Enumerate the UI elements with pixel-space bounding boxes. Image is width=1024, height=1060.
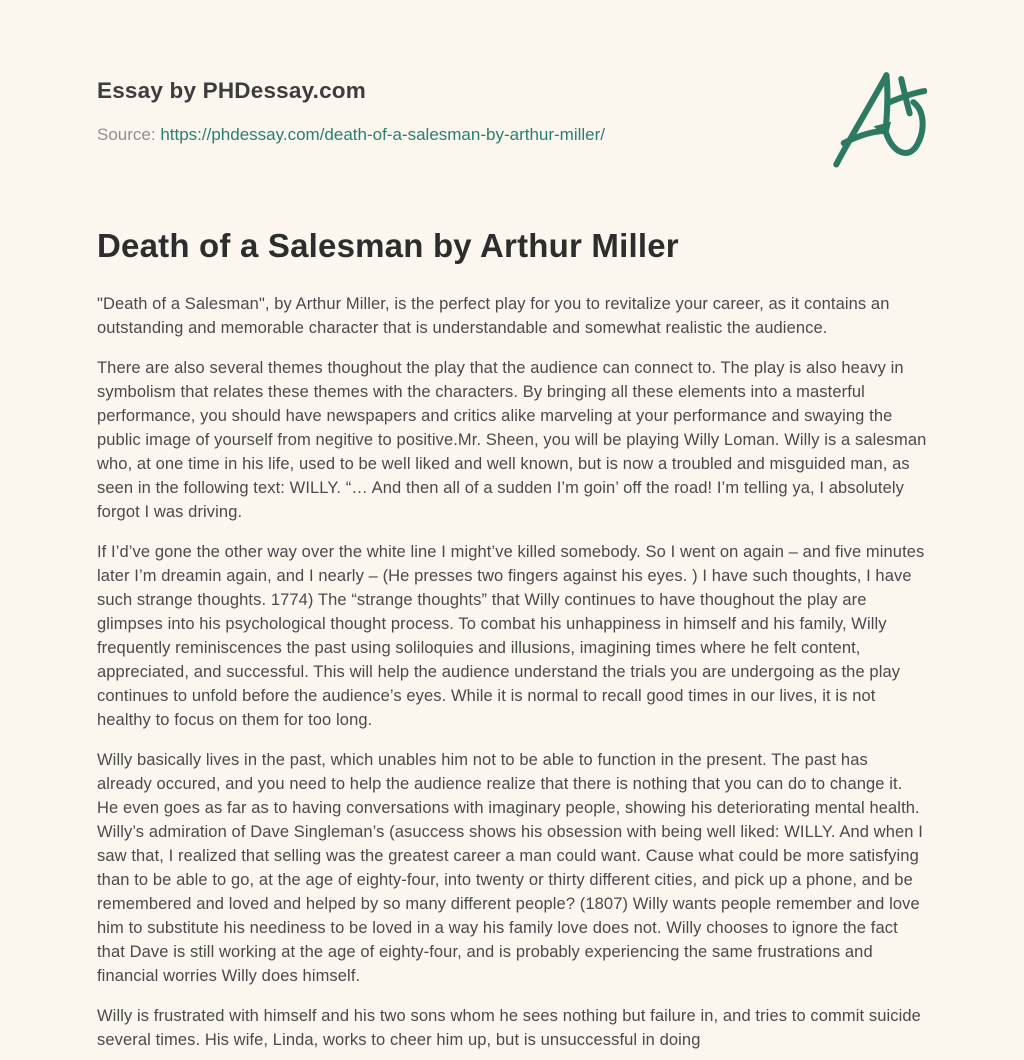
essay-title: Death of a Salesman by Arthur Miller (97, 227, 679, 264)
header-text-block (97, 70, 605, 145)
essay-paragraph: There are also several themes thoughout the play that the audience can connect to. The play is also heavy in symbolism that relates these themes with the characters. By bringing all these elements into a masterful performance, you should have newspapers and critics alike marveling at your performance and swaying the public image of yourself from negitive to positive.Mr. Sheen, you will be playing Willy Loman. Willy is a salesman who, at one time in his life, used to be well liked and well known, but is now a troubled and misguided man, as seen in the following text: WILLY. “… And then all of a sudden I’m goin’ off the road! I’m telling ya, I absolutely forgot I was driving. (97, 358, 927, 521)
essay-paragraph: "Death of a Salesman", by Arthur Miller, is the perfect play for you to revitalize your career, as it contains an outstanding and memorable character that is understandable and somewhat realistic the audience. (97, 294, 890, 337)
essay-paragraphs (97, 292, 927, 1052)
brand-heading: Essay by PHDessay.com (97, 78, 366, 103)
essay-paragraph: Willy is frustrated with himself and his two sons whom he sees nothing but failure in, and tries to commit suicide several times. His wife, Linda, works to cheer him up, but is unsuccessful in doing (97, 1006, 921, 1049)
essay-content (97, 226, 927, 1052)
essay-paragraph: If I’d’ve gone the other way over the white line I might’ve killed somebody. So I went on again – and five minutes later I’m dreamin again, and I nearly – (He presses two fingers against his eyes. ) I have such thoughts, I have such strange thoughts. 1774) The “strange thoughts” that Willy continues to have thoughout the play are glimpses into his psychological thought process. To combat his unhappiness in himself and his family, Willy frequently reminiscences the past using soliloquies and illusions, imagining times where he felt content, appreciated, and successful. This will help the audience understand the trials you are undergoing as the play continues to unfold before the audience’s eyes. While it is normal to recall good times in our lives, it is not healthy to focus on them for too long. (97, 542, 925, 729)
essay-page (97, 0, 927, 1052)
page-header (97, 70, 927, 170)
source-label: Source: (97, 125, 156, 144)
source-line (97, 125, 605, 145)
source-url-link[interactable]: https://phdessay.com/death-of-a-salesman-by-arthur-miller/ (160, 125, 606, 144)
essay-paragraph: Willy basically lives in the past, which unables him not to be able to function in the present. The past has already occured, and you need to help the audience realize that there is nothing that you can do to change it. He even goes as far as to having conversations with imaginary people, showing his deteriorating mental health. Willy’s admiration of Dave Singleman’s (asuccess shows his obsession with being well liked: WILLY. And when I saw that, I realized that selling was the greatest career a man could want. Cause what could be more satisfying than to be able to go, at the age of eighty-four, into twenty or thirty different cities, and pick up a phone, and be remembered and loved and helped by so many different people? (1807) Willy wants people remember and love him to substitute his neediness to be loved in a way his family love does not. Willy chooses to ignore the fact that Dave is still working at the age of eighty-four, and is probably experiencing the same frustrations and financial worries Willy does himself. (97, 750, 923, 985)
phdessay-a-plus-logo-icon (831, 70, 927, 170)
